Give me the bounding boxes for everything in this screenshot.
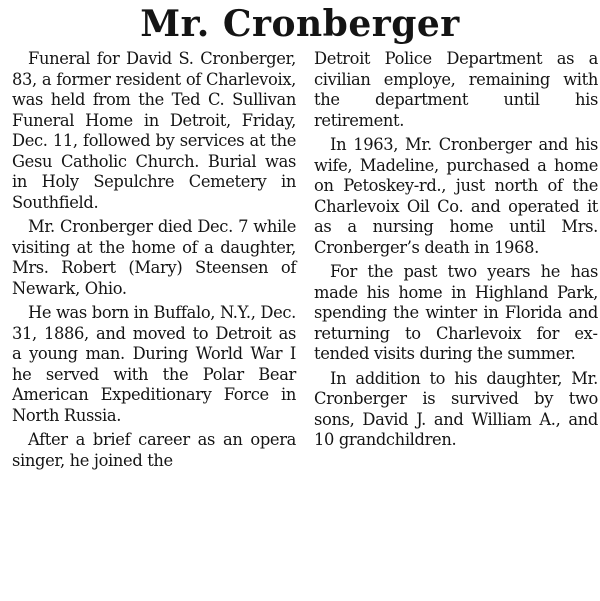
paragraph-birth: He was born in Buffalo, N.Y., Dec. 31, 1886, and moved to Detroit as a young man. During World War I he served with the Polar Bear American Expeditionary Force in North Russia. [12,303,296,425]
right-column [314,49,598,455]
paragraph-recent-years: For the past two years he has made his home in Highland Park, spending the winter in Florida and returning to Charlevoix for extended visits during the summer. [314,262,598,363]
paragraph-survivors: In addition to his daughter, Mr. Cronberger is survived by two sons, David J. and William A., and 10 grandchildren. [314,368,598,449]
paragraph-death: Mr. Cronberger died Dec. 7 while visiting at the home of a daughter, Mrs. Robert (Mary) Steensen of Newark, Ohio. [12,217,296,298]
paragraph-career-start: After a brief career as an opera singer, he joined the [12,430,296,470]
paragraph-career-continued: Detroit Police Department as a civilian employe, remaining with the department until his retirement. [314,49,598,130]
left-column [12,49,296,471]
paragraph-funeral: Funeral for David S. Cronberger, 83, a former resident of Charlevoix, was held from the Ted C. Sullivan Funeral Home in Detroit, Friday, Dec. 11, followed by services at the Gesu Catholic Church. Burial was in Holy Sepulchre Cemetery in Southfield. [12,49,296,212]
headline: Mr. Cronberger [140,3,460,45]
paragraph-nursing-home: In 1963, Mr. Cronberger and his wife, Madeline, purchased a home on Petoskey-rd., just north of the Charlevoix Oil Co. and operated it as a nursing home until Mrs. Cronberger’s death in 1968. [314,135,598,257]
